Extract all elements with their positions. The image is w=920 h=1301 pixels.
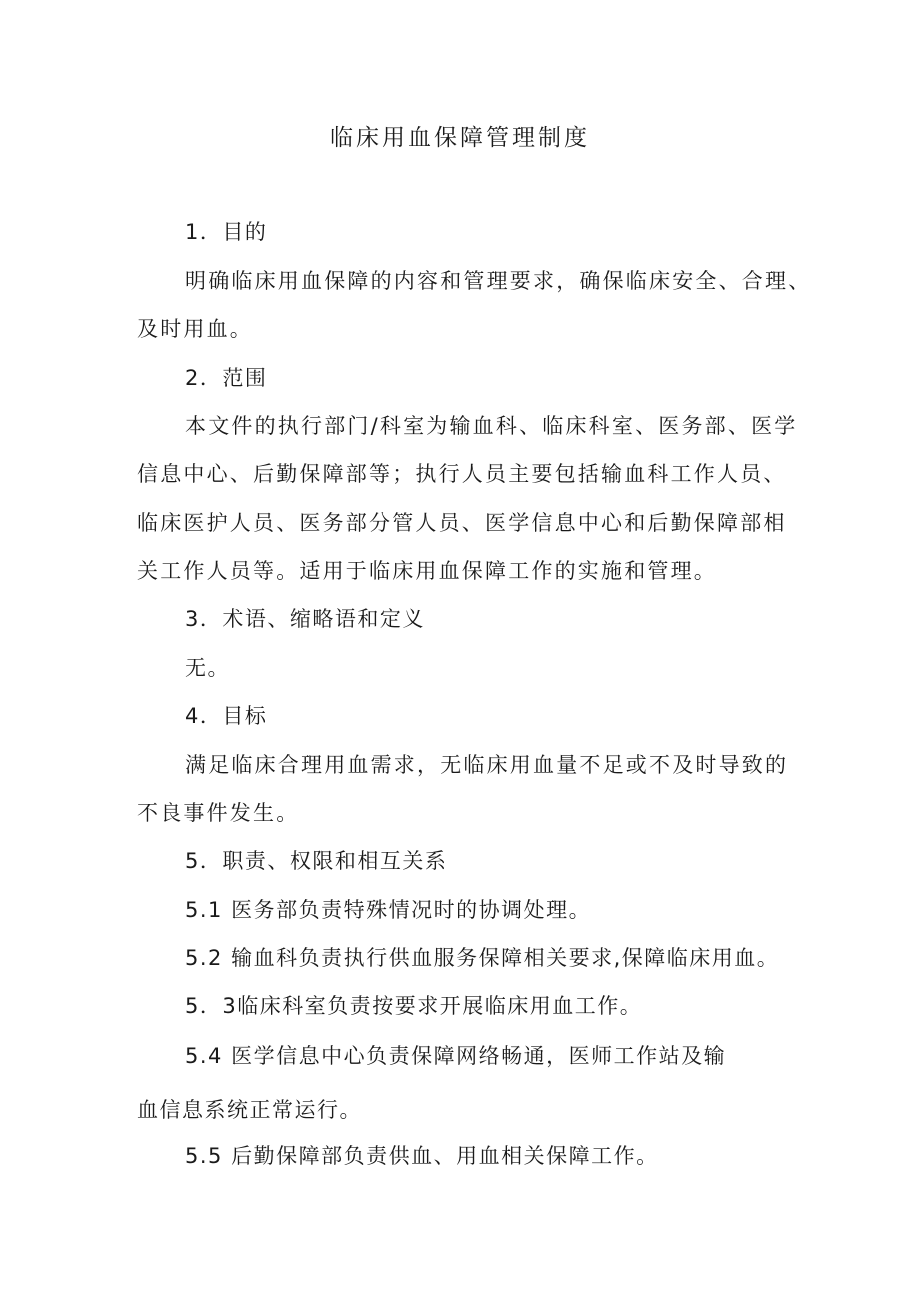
paragraph-line: 信息中心、后勤保障部等；执行人员主要包括输血科工作人员、 [137, 462, 787, 486]
paragraph-line: 不良事件发生。 [137, 801, 300, 825]
section-heading-scope: 2．范围 [185, 366, 268, 390]
section-heading-responsibilities: 5．职责、权限和相互关系 [185, 849, 448, 873]
paragraph-line: 关工作人员等。适用于临床用血保障工作的实施和管理。 [137, 559, 717, 583]
paragraph-line: 血信息系统正常运行。 [137, 1098, 362, 1122]
paragraph-line: 5.5 后勤保障部负责供血、用血相关保障工作。 [185, 1144, 659, 1168]
section-heading-purpose: 1．目的 [185, 220, 268, 244]
paragraph-line: 无。 [185, 656, 230, 680]
paragraph-line: 本文件的执行部门/科室为输血科、临床科室、医务部、医学 [185, 414, 798, 438]
paragraph-line: 明确临床用血保障的内容和管理要求，确保临床安全、合理、 [185, 269, 812, 293]
paragraph-line: 5．3临床科室负责按要求开展临床用血工作。 [185, 994, 643, 1018]
paragraph-line: 5.4 医学信息中心负责保障网络畅通，医师工作站及输 [185, 1044, 727, 1068]
paragraph-line: 满足临床合理用血需求，无临床用血量不足或不及时导致的 [185, 753, 789, 777]
paragraph-line: 5.1 医务部负责特殊情况时的协调处理。 [185, 898, 592, 922]
section-heading-terms: 3．术语、缩略语和定义 [185, 607, 425, 631]
paragraph-line: 临床医护人员、医务部分管人员、医学信息中心和后勤保障部相 [137, 511, 787, 535]
paragraph-line: 5.2 输血科负责执行供血服务保障相关要求,保障临床用血。 [185, 946, 780, 970]
document-title: 临床用血保障管理制度 [330, 125, 590, 151]
section-heading-goal: 4．目标 [185, 704, 268, 728]
paragraph-line: 及时用血。 [137, 317, 253, 341]
